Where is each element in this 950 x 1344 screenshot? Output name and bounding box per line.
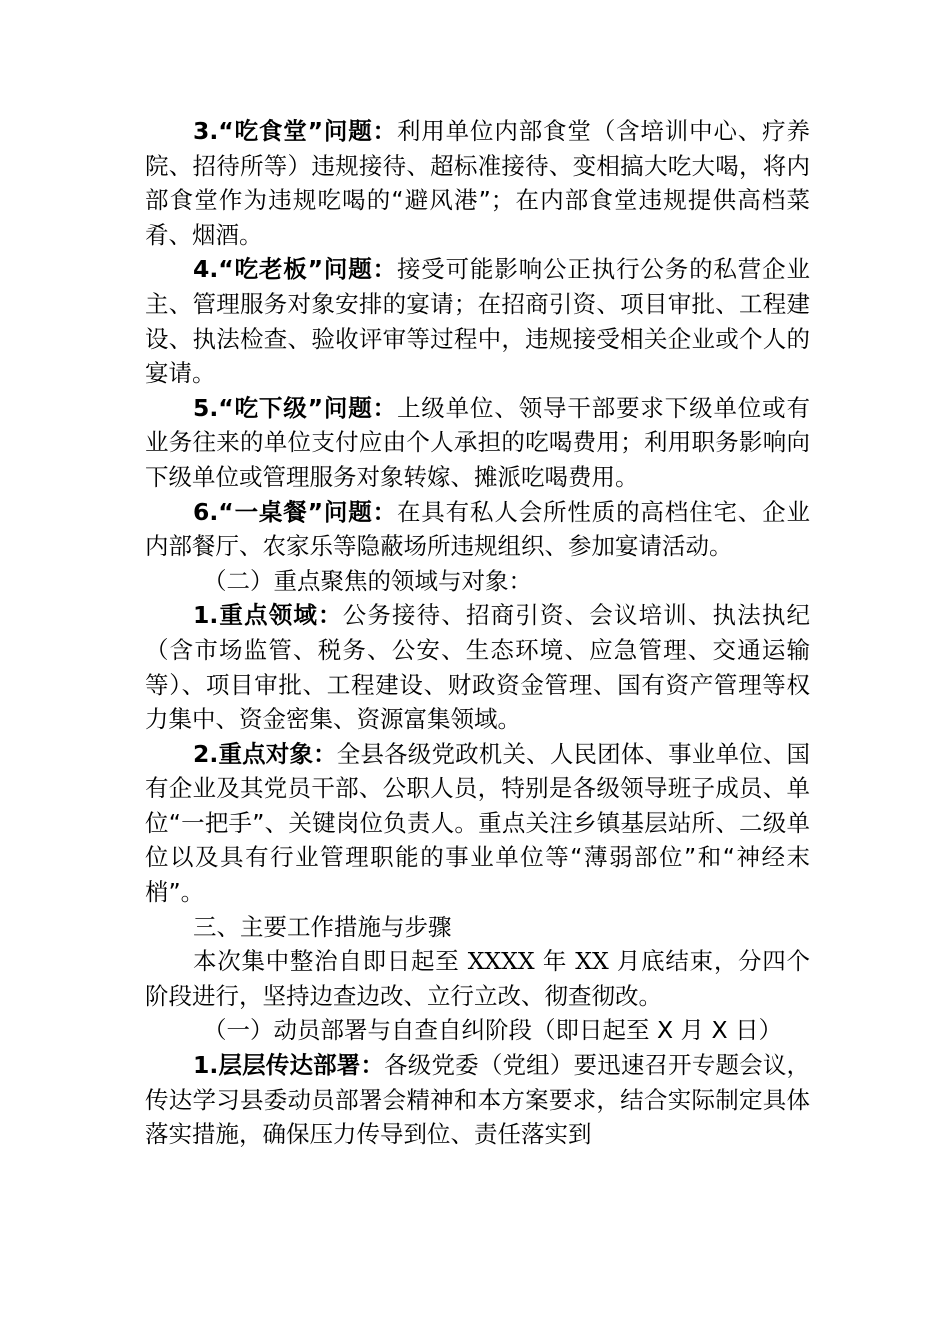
paragraph-text: 全县各级党政机关、人民团体、事业单位、国有企业及其党员干部、公职人员，特别是各级领导班子成员、单位“一把手”、关键岗位负责人。重点关注乡镇基层站所、二级单位以及具有行业管理职能的事业单位等“薄弱部位”和“神经末梢”。 bbox=[145, 739, 811, 907]
paragraph-key-targets bbox=[145, 737, 810, 910]
document-body bbox=[145, 114, 810, 1152]
paragraph-schedule bbox=[145, 944, 810, 1013]
paragraph-text: 上级单位、领导干部要求下级单位或有业务往来的单位支付应由个人承担的吃喝费用；利用职务影响向下级单位或管理服务对象转嫁、摊派吃喝费用。 bbox=[145, 393, 811, 491]
paragraph-lead: 4.“吃老板”问题： bbox=[193, 255, 397, 284]
section-heading-measures: 三、主要工作措施与步骤 bbox=[193, 912, 452, 941]
paragraph-lead: 5.“吃下级”问题： bbox=[193, 393, 397, 422]
paragraph-lead: 1.重点领域： bbox=[193, 601, 343, 630]
paragraph-lead: 2.重点对象： bbox=[193, 739, 337, 768]
section-heading-focus-areas: （二）重点聚焦的领域与对象： bbox=[203, 566, 532, 595]
month-placeholder: XX bbox=[567, 947, 617, 976]
paragraph-private-dining-issue bbox=[145, 495, 810, 564]
paragraph-boss-issue bbox=[145, 252, 810, 390]
section-heading-phase-one: （一）动员部署与自查自纠阶段（即日起至 X 月 X 日） bbox=[203, 1016, 783, 1045]
paragraph-canteen-issue bbox=[145, 114, 810, 252]
year-placeholder: XXXX bbox=[459, 947, 543, 976]
paragraph-text: 在具有私人会所性质的高档住宅、企业内部餐厅、农家乐等隐蔽场所违规组织、参加宴请活动。 bbox=[145, 497, 811, 561]
paragraph-text: 月底结束，分四个阶段进行，坚持边查边改、立行立改、彻查彻改。 bbox=[145, 947, 811, 1010]
paragraph-text: 利用单位内部食堂（含培训中心、疗养院、招待所等）违规接待、超标准接待、变相搞大吃大喝，将内部食堂作为违规吃喝的“避风港”；在内部食堂违规提供高档菜肴、烟酒。 bbox=[145, 117, 811, 249]
paragraph-text: 接受可能影响公正执行公务的私营企业主、管理服务对象安排的宴请；在招商引资、项目审批、工程建设、执法检查、验收评审等过程中，违规接受相关企业或个人的宴请。 bbox=[145, 255, 811, 388]
paragraph-text: 各级党委（党组）要迅速召开专题会议，传达学习县委动员部署会精神和本方案要求，结合实际制定具体落实措施，确保压力传导到位、责任落实到 bbox=[145, 1051, 811, 1149]
paragraph-lead: 3.“吃食堂”问题： bbox=[193, 117, 397, 145]
paragraph-text: 本次集中整治自即日起至 bbox=[193, 947, 460, 976]
paragraph-key-areas bbox=[145, 598, 810, 736]
paragraph-deployment bbox=[145, 1048, 810, 1152]
paragraph-text: 公务接待、招商引资、会议培训、执法执纪（含市场监管、税务、公安、生态环境、应急管理、交通运输等）、项目审批、工程建设、财政资金管理、国有资产管理等权力集中、资金密集、资源富集领域。 bbox=[145, 601, 811, 734]
paragraph-text: 年 bbox=[542, 947, 568, 976]
paragraph-lead: 1.层层传达部署： bbox=[193, 1051, 385, 1080]
paragraph-lead: 6.“一桌餐”问题： bbox=[193, 497, 397, 526]
paragraph-subordinate-issue bbox=[145, 391, 810, 495]
